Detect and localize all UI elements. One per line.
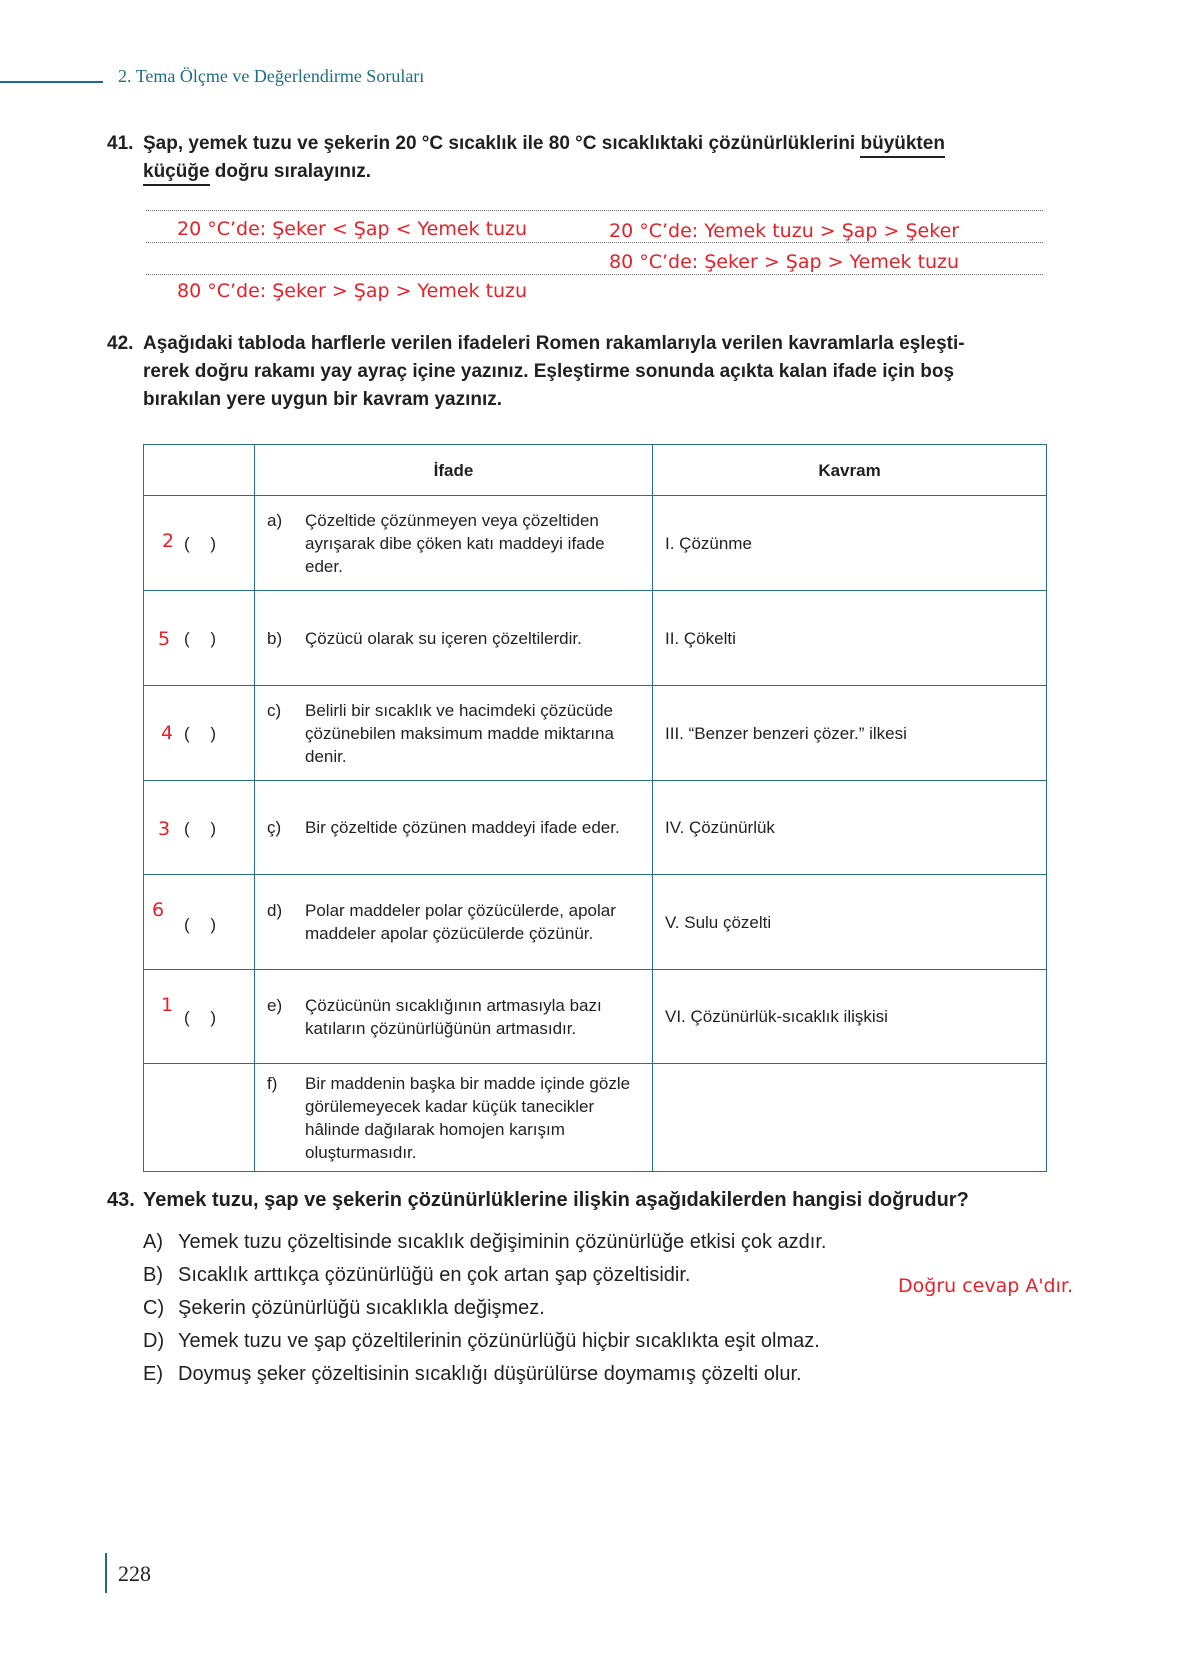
q43-option-a[interactable] — [143, 1231, 826, 1254]
option-letter: E) — [143, 1363, 163, 1385]
ifade-letter: e) — [267, 995, 283, 1015]
answer-cell — [144, 781, 255, 875]
ifade-cell — [255, 1064, 653, 1172]
q43-option-b[interactable] — [143, 1264, 690, 1287]
q41-underline-b: küçüğe — [143, 161, 210, 186]
kavram-cell: V. Sulu çözelti — [653, 875, 1047, 970]
table-row — [144, 496, 1047, 591]
option-text: Sıcaklık arttıkça çözünürlüğü en çok artan şap çözeltisidir. — [178, 1264, 691, 1286]
table-row — [144, 875, 1047, 970]
page-number: 228 — [118, 1561, 151, 1586]
handwritten-answer: 3 — [158, 818, 171, 840]
answer-parentheses: ( ) — [184, 629, 225, 648]
chapter-title: 2. Tema Ölçme ve Değerlendirme Soruları — [118, 66, 425, 86]
answer-cell — [144, 875, 255, 970]
ifade-letter: a) — [267, 510, 283, 530]
answer-line-1 — [146, 210, 1043, 211]
option-text: Şekerin çözünürlüğü sıcaklıkla değişmez. — [178, 1297, 545, 1319]
answer-cell-empty[interactable] — [144, 1064, 255, 1172]
q41-number: 41. — [107, 133, 134, 154]
ifade-letter: c) — [267, 700, 282, 720]
kavram-cell: I. Çözünme — [653, 496, 1047, 591]
header-kavram: Kavram — [653, 445, 1047, 496]
answer-parentheses: ( ) — [184, 819, 225, 838]
option-letter: C) — [143, 1297, 165, 1319]
q42-line-3: bırakılan yere uygun bir kavram yazınız. — [143, 389, 503, 410]
table-row — [144, 591, 1047, 686]
ifade-text: Belirli bir sıcaklık ve hacimdeki çözücüde çözünebilen maksimum madde miktarına denir. — [305, 700, 614, 766]
kavram-cell: VI. Çözünürlük-sıcaklık ilişkisi — [653, 970, 1047, 1064]
q42-line-2: rerek doğru rakamı yay ayraç içine yazınız. Eşleştirme sonunda açıkta kalan ifade için boş — [143, 361, 955, 382]
matching-table — [143, 444, 1047, 1172]
header-ifade: İfade — [255, 445, 653, 496]
answer-cell — [144, 686, 255, 781]
answer-line-3 — [146, 274, 1043, 275]
q43-handwritten-answer: Doğru cevap A'dır. — [898, 1275, 1073, 1297]
handwritten-answer: 6 — [152, 899, 165, 921]
option-text: Yemek tuzu çözeltisinde sıcaklık değişiminin çözünürlüğe etkisi çok azdır. — [178, 1231, 827, 1253]
ifade-letter: ç) — [267, 818, 282, 837]
kavram-cell: II. Çökelti — [653, 591, 1047, 686]
answer-parentheses: ( ) — [184, 915, 225, 934]
ifade-cell — [255, 781, 653, 875]
ifade-text: Çözeltide çözünmeyen veya çözeltiden ayrışarak dibe çöken katı maddeyi ifade eder. — [305, 510, 605, 576]
option-letter: D) — [143, 1330, 165, 1352]
ifade-cell — [255, 970, 653, 1064]
ifade-cell — [255, 686, 653, 781]
answer-cell — [144, 591, 255, 686]
q42-number: 42. — [107, 333, 134, 354]
ifade-letter: b) — [267, 628, 283, 648]
ifade-cell — [255, 496, 653, 591]
q41-handwritten-left-1: 20 °C’de: Şeker < Şap < Yemek tuzu — [177, 218, 528, 240]
kavram-cell: III. “Benzer benzeri çözer.” ilkesi — [653, 686, 1047, 781]
kavram-blank-cell[interactable] — [653, 1064, 1047, 1172]
answer-line-2 — [146, 242, 1043, 243]
q41-text-b: doğru sıralayınız. — [209, 161, 372, 182]
option-letter: B) — [143, 1264, 163, 1286]
table-row — [144, 781, 1047, 875]
table-header-row — [144, 445, 1047, 496]
q43-option-c[interactable] — [143, 1297, 545, 1320]
answer-cell — [144, 970, 255, 1064]
q41-handwritten-right-1: 20 °C’de: Yemek tuzu > Şap > Şeker — [609, 220, 960, 242]
q43-number: 43. — [107, 1189, 135, 1211]
q42-line-1: Aşağıdaki tabloda harflerle verilen ifadeleri Romen rakamlarıyla verilen kavramlarla eşleşti- — [143, 333, 965, 354]
handwritten-answer: 5 — [158, 628, 171, 650]
ifade-cell — [255, 591, 653, 686]
ifade-text: Polar maddeler polar çözücülerde, apolar maddeler apolar çözücülerde çözünür. — [305, 901, 616, 943]
q41-handwritten-left-2: 80 °C’de: Şeker > Şap > Yemek tuzu — [177, 280, 528, 301]
answer-parentheses: ( ) — [184, 1008, 225, 1027]
answer-cell — [144, 496, 255, 591]
q43-option-d[interactable] — [143, 1330, 820, 1353]
page-number-bar — [105, 1553, 107, 1593]
handwritten-answer: 1 — [161, 994, 174, 1016]
table-row — [144, 970, 1047, 1064]
ifade-text: Bir çözeltide çözünen maddeyi ifade eder. — [305, 818, 620, 837]
ifade-text: Çözücü olarak su içeren çözeltilerdir. — [305, 628, 582, 648]
option-text: Doymuş şeker çözeltisinin sıcaklığı düşürülürse doymamış çözelti olur. — [178, 1363, 802, 1385]
q41-handwritten-left-2-clip — [160, 279, 580, 301]
answer-parentheses: ( ) — [184, 724, 225, 743]
table-row — [144, 686, 1047, 781]
q41-text-a: Şap, yemek tuzu ve şekerin 20 °C sıcaklık ile 80 °C sıcaklıktaki çözünürlüklerini — [143, 133, 861, 154]
q41-handwritten-right-2: 80 °C’de: Şeker > Şap > Yemek tuzu — [609, 251, 960, 273]
answer-parentheses: ( ) — [184, 534, 225, 553]
ifade-text: Çözücünün sıcaklığının artmasıyla bazı katıların çözünürlüğünün artmasıdır. — [305, 995, 602, 1038]
header-empty-cell — [144, 445, 255, 496]
handwritten-answer: 4 — [161, 722, 174, 744]
ifade-text: Bir maddenin başka bir madde içinde gözle görülemeyecek kadar küçük tanecikler hâlinde dağılarak homojen karışım oluşturmasıdır. — [305, 1073, 631, 1162]
q43-text: Yemek tuzu, şap ve şekerin çözünürlüklerine ilişkin aşağıdakilerden hangisi doğrudur? — [143, 1189, 969, 1211]
ifade-cell — [255, 875, 653, 970]
kavram-cell: IV. Çözünürlük — [653, 781, 1047, 875]
option-letter: A) — [143, 1231, 163, 1253]
handwritten-answer: 2 — [162, 530, 175, 552]
q43-option-e[interactable] — [143, 1363, 802, 1386]
q42-text — [143, 330, 1043, 414]
q41-underline-a: büyükten — [860, 133, 944, 158]
q41-text — [143, 130, 1043, 186]
ifade-letter: d) — [267, 901, 283, 920]
header-rule — [0, 81, 103, 83]
ifade-letter: f) — [267, 1073, 278, 1093]
table-row — [144, 1064, 1047, 1172]
option-text: Yemek tuzu ve şap çözeltilerinin çözünürlüğü hiçbir sıcaklıkta eşit olmaz. — [178, 1330, 820, 1352]
